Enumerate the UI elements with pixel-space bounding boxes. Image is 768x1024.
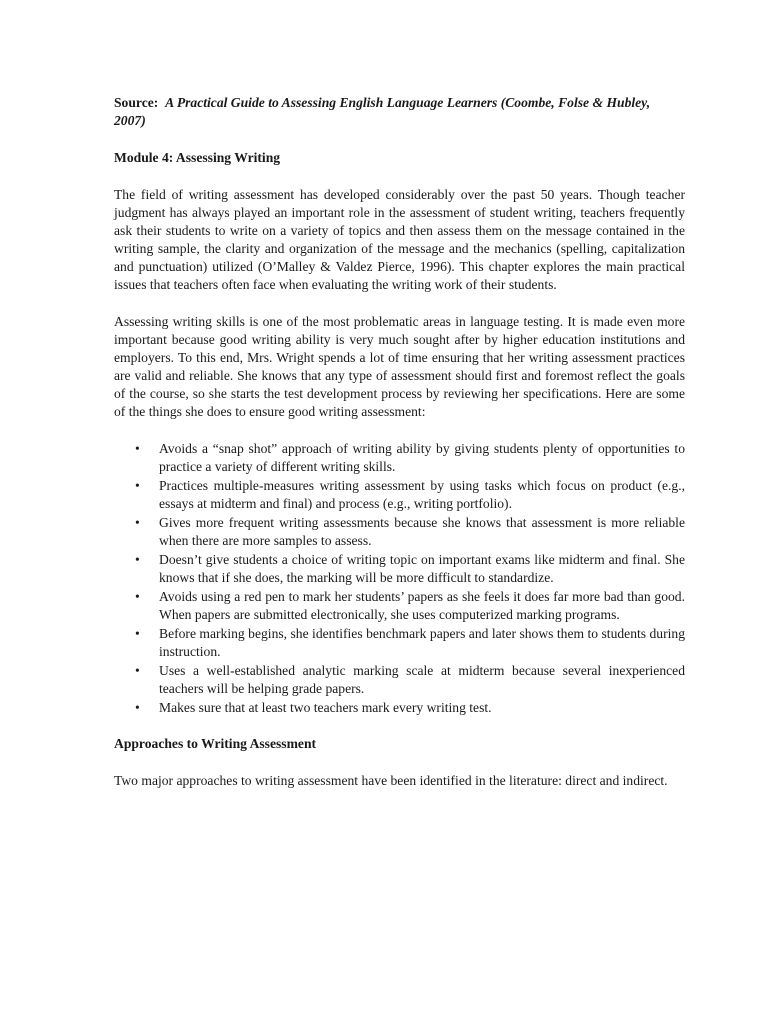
bullet-icon: • [135,515,140,530]
module-heading: Module 4: Assessing Writing [114,150,281,165]
list-item-text: Makes sure that at least two teachers mark every writing test. [159,700,492,715]
bullet-icon: • [135,441,140,456]
list-item [114,662,685,698]
source-title: A Practical Guide to Assessing English Language Learners (Coombe, Folse & Hubley, 2007) [114,95,651,128]
intro-paragraph: The field of writing assessment has developed considerably over the past 50 years. Though teacher judgment has always played an important role in the assessment of student writing, teachers frequently ask their students to write on a variety of topics and then assess them on the message contained in the writing sample, the clarity and organization of the message and the mechanics (spelling, capitalization and punctuation) utilized (O’Malley & Valdez Pierce, 1996). This chapter explores the main practical issues that teachers often face when evaluating the writing work of their students. [114,187,685,292]
list-item-text: Doesn’t give students a choice of writing topic on important exams like midterm and final. She knows that if she does, the marking will be more difficult to standardize. [159,552,685,585]
bullet-icon: • [135,663,140,678]
list-item-text: Avoids using a red pen to mark her students’ papers as she feels it does far more bad than good. When papers are submitted electronically, she uses computerized marking programs. [159,589,685,622]
list-item [114,588,685,624]
source-label: Source: [114,95,159,110]
list-item [114,699,685,717]
bullet-icon: • [135,478,140,493]
bullet-icon: • [135,589,140,604]
list-item-text: Avoids a “snap shot” approach of writing ability by giving students plenty of opportunities to practice a variety of different writing skills. [159,441,685,474]
list-item-text: Uses a well-established analytic marking scale at midterm because several inexperienced teachers will be helping grade papers. [159,663,685,696]
bullet-icon: • [135,626,140,641]
bullet-icon: • [135,552,140,567]
list-item-text: Gives more frequent writing assessments because she knows that assessment is more reliable when there are more samples to assess. [159,515,685,548]
list-item [114,477,685,513]
practices-list [114,440,685,717]
approaches-heading: Approaches to Writing Assessment [114,736,317,751]
document-page [114,94,685,809]
list-item [114,440,685,476]
closing-paragraph: Two major approaches to writing assessment have been identified in the literature: direct and indirect. [114,773,668,788]
list-item [114,514,685,550]
list-item-text: Practices multiple-measures writing assessment by using tasks which focus on product (e.g., essays at midterm and final) and process (e.g., writing portfolio). [159,478,685,511]
list-item [114,625,685,661]
list-item-text: Before marking begins, she identifies benchmark papers and later shows them to students during instruction. [159,626,685,659]
source-citation [114,94,685,130]
list-item [114,551,685,587]
assessing-skills-paragraph: Assessing writing skills is one of the most problematic areas in language testing. It is made even more important because good writing ability is very much sought after by higher education institutions and employers. To this end, Mrs. Wright spends a lot of time ensuring that her writing assessment practices are valid and reliable. She knows that any type of assessment should first and foremost reflect the goals of the course, so she starts the test development process by reviewing her specifications. Here are some of the things she does to ensure good writing assessment: [114,314,685,419]
bullet-icon: • [135,700,140,715]
